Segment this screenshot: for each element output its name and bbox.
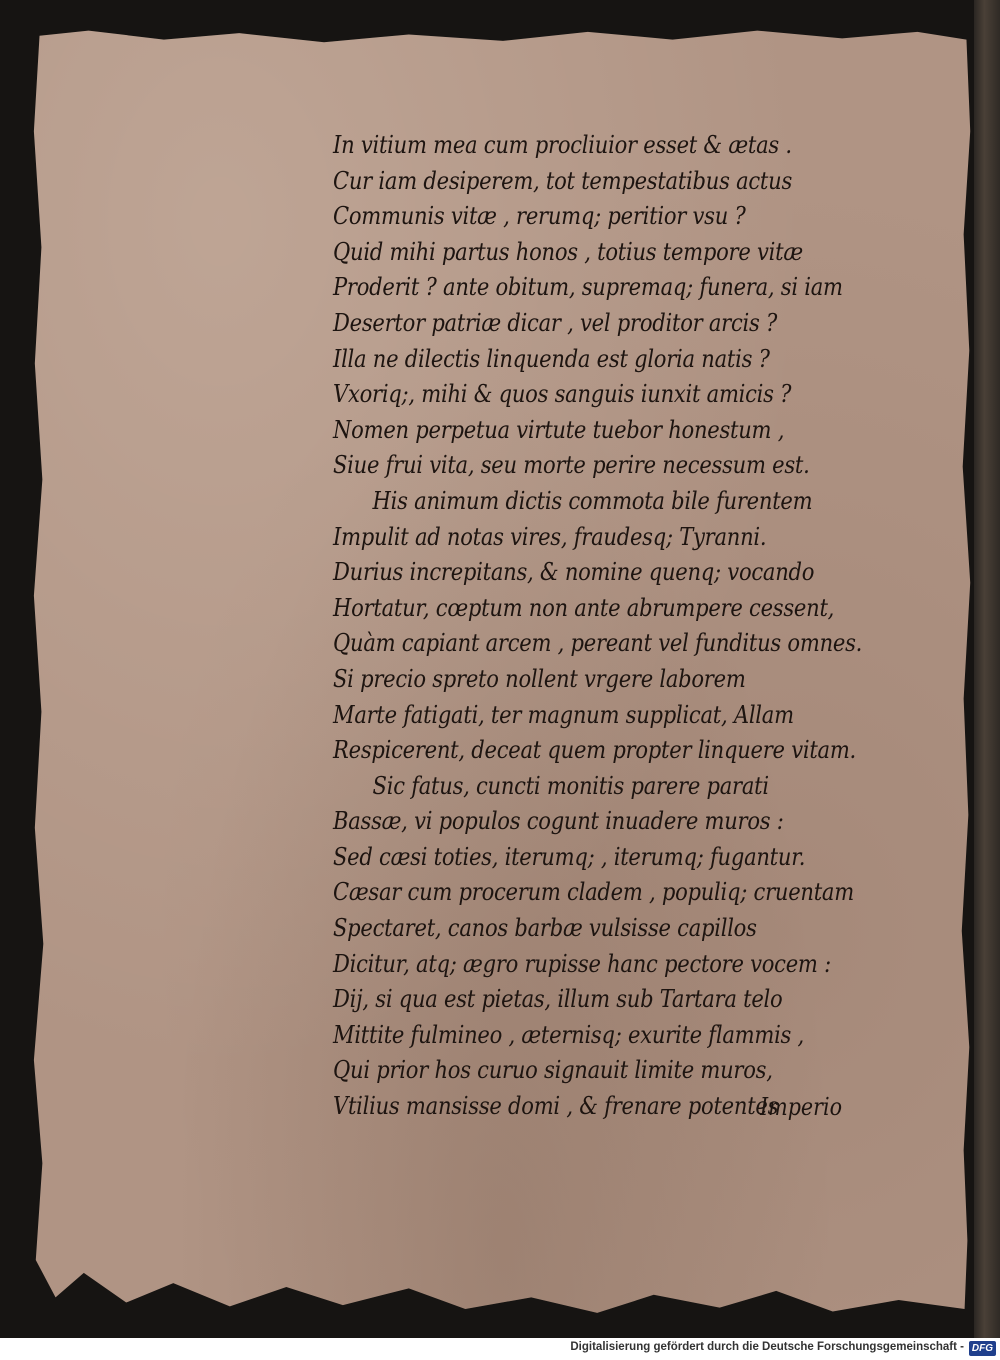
book-spine-edge — [974, 0, 1000, 1338]
verse-line: In vitium mea cum procliuior esset & ætas . — [333, 130, 792, 159]
verse-line: Durius increpitans, & nomine quenq; vocando — [333, 557, 815, 587]
verse-line: Marte fatigati, ter magnum supplicat, Allam — [333, 699, 794, 729]
poem-text-block — [333, 127, 893, 1124]
footer-bar — [0, 1338, 1000, 1360]
verse-line: Impulit ad notas vires, fraudesq; Tyranni. — [333, 521, 767, 551]
verse-line: Vtilius mansisse domi , & frenare potentes — [333, 1091, 779, 1121]
verse-line: Vxoriq;, mihi & quos sanguis iunxit amicis ? — [333, 379, 792, 409]
verse-line: Quid mihi partus honos , totius tempore vitæ — [333, 236, 803, 266]
verse-line: Quàm capiant arcem , pereant vel funditus omnes. — [333, 628, 863, 658]
verse-line: Nomen perpetua virtute tuebor honestum , — [333, 414, 785, 444]
verse-line: Dij, si qua est pietas, illum sub Tartara telo — [333, 984, 783, 1014]
verse-line: Proderit ? ante obitum, supremaq; funera, si iam — [333, 272, 843, 302]
dfg-logo: DFG — [969, 1341, 996, 1356]
verse-line: Spectaret, canos barbæ vulsisse capillos — [333, 913, 757, 943]
verse-line: His animum dictis commota bile furentem — [372, 485, 813, 515]
verse-line: Si precio spreto nollent vrgere laborem — [333, 663, 746, 693]
verse-line: Cur iam desiperem, tot tempestatibus actus — [333, 165, 793, 195]
verse-line: Mittite fulmineo , æternisq; exurite flammis , — [333, 1019, 804, 1049]
verse-line: Siue frui vita, seu morte perire necessum est. — [333, 450, 810, 480]
catchword: Imperio — [760, 1093, 843, 1121]
verse-line: Bassæ, vi populos cogunt inuadere muros : — [333, 806, 784, 836]
verse-line: Respicerent, deceat quem propter linquere vitam. — [333, 735, 857, 765]
verse-line: Hortatur, cœptum non ante abrumpere cessent, — [333, 592, 835, 622]
verse-line: Illa ne dilectis linquenda est gloria natis ? — [333, 343, 770, 373]
verse-line: Qui prior hos curuo signauit limite muros, — [333, 1055, 773, 1085]
verse-line: Communis vitæ , rerumq; peritior vsu ? — [333, 201, 746, 231]
verse-line: Sed cæsi toties, iterumq; , iterumq; fugantur. — [333, 841, 806, 871]
verse-line: Cæsar cum procerum cladem , populiq; cruentam — [333, 877, 854, 907]
digitization-credit: Digitalisierung gefördert durch die Deutsche Forschungsgemeinschaft - — [570, 1341, 964, 1353]
verse-line: Desertor patriæ dicar , vel proditor arcis ? — [333, 307, 778, 337]
verse-line: Sic fatus, cuncti monitis parere parati — [372, 770, 769, 800]
verse-line: Dicitur, atq; ægro rupisse hanc pectore vocem : — [333, 948, 831, 978]
